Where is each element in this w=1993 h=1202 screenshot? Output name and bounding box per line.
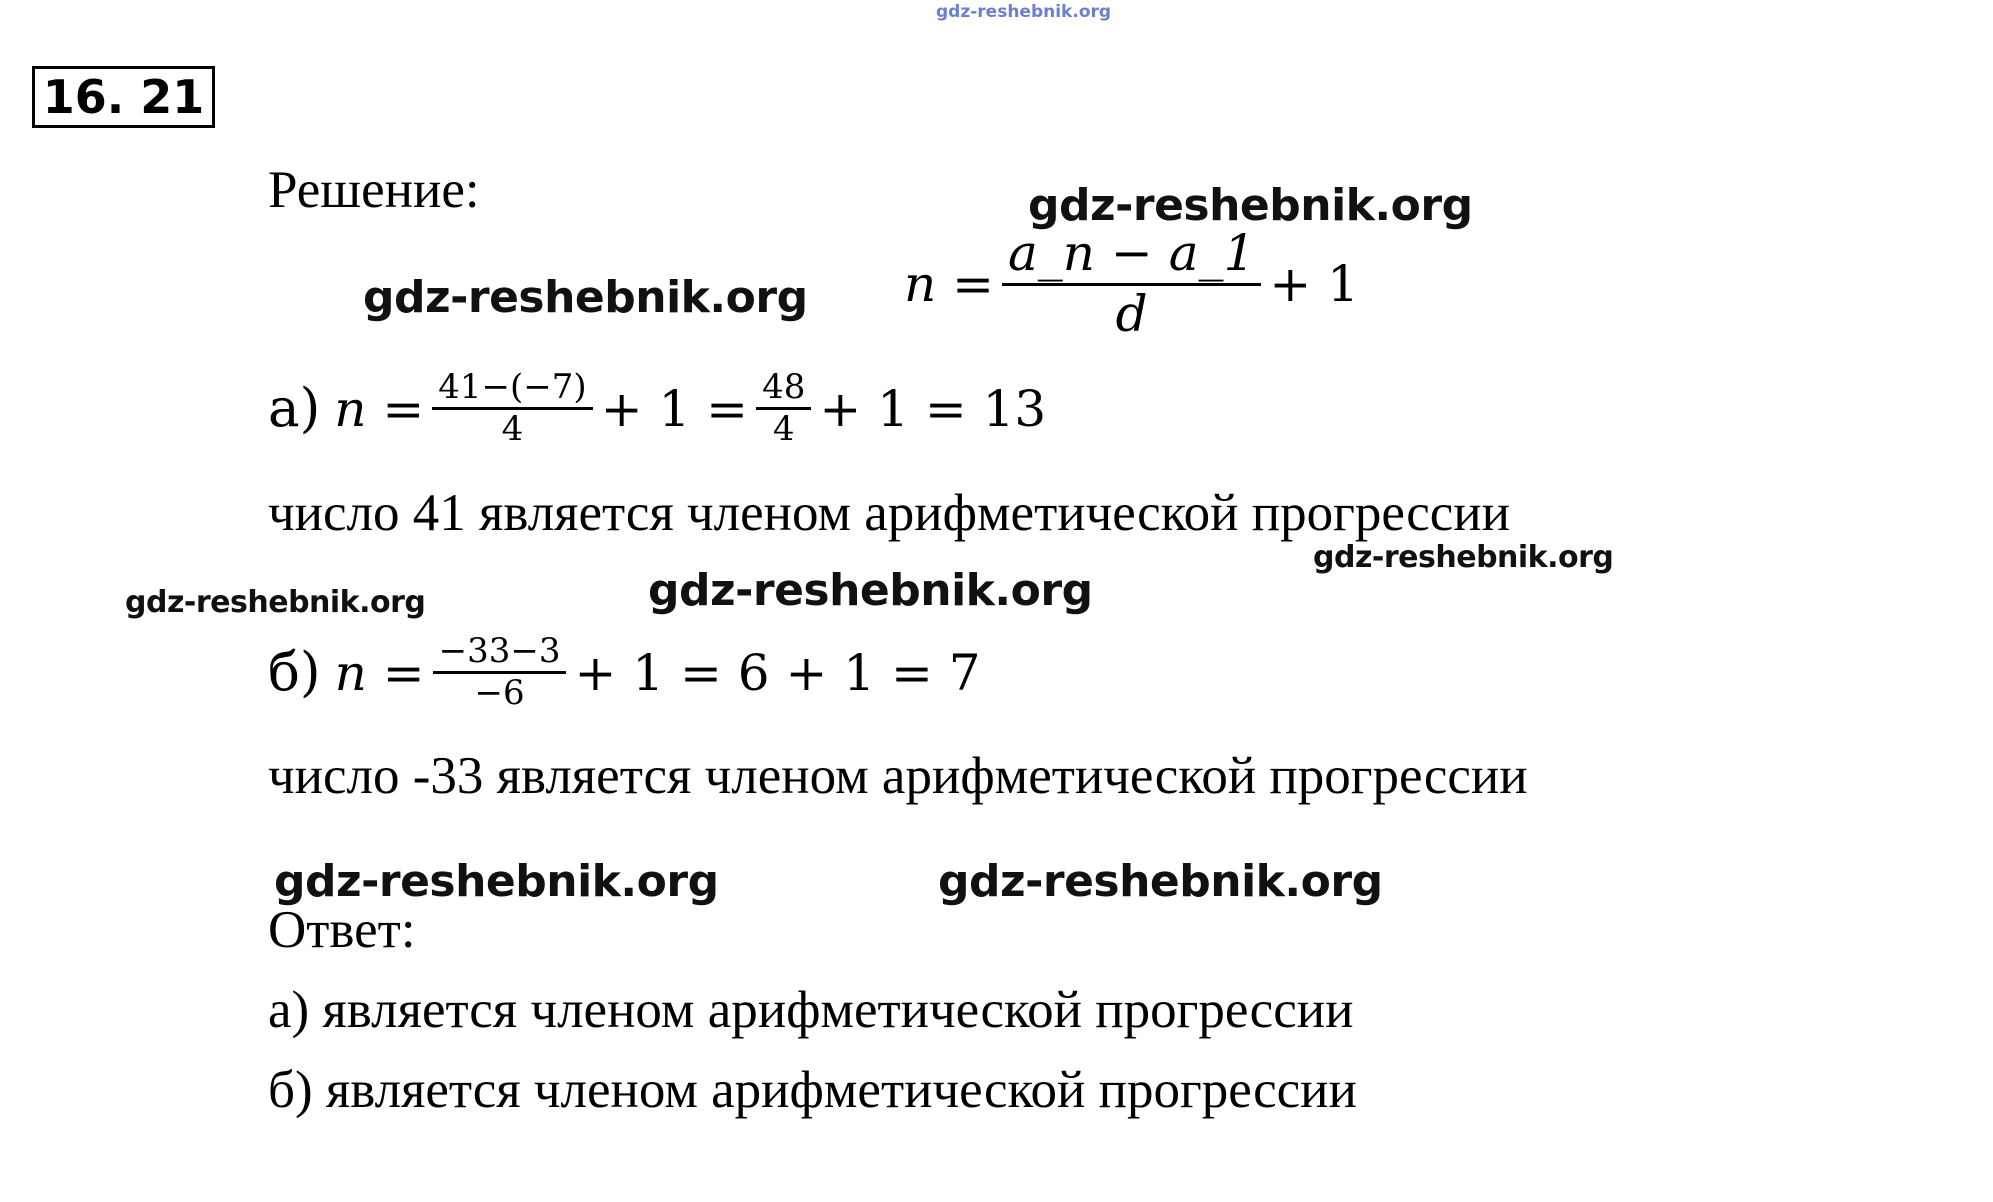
general-formula bbox=[904, 225, 1359, 343]
part-b-frac-den: −6 bbox=[474, 673, 525, 714]
part-a-frac2-num: 48 bbox=[756, 368, 811, 410]
part-b-prefix: б) bbox=[268, 642, 321, 704]
part-b-frac-num: −33−3 bbox=[433, 632, 567, 674]
part-b-equation bbox=[268, 632, 981, 713]
part-a-rhs: + 1 = 13 bbox=[819, 379, 1047, 438]
watermark: gdz-reshebnik.org bbox=[125, 585, 426, 620]
formula-fraction bbox=[1002, 225, 1261, 343]
part-a-frac1-den: 4 bbox=[501, 409, 524, 450]
part-b-rhs: + 1 = 6 + 1 = 7 bbox=[574, 643, 981, 702]
part-a-fraction-2 bbox=[756, 368, 811, 449]
answer-a: а) является членом арифметической прогрессии bbox=[268, 981, 1354, 1039]
part-a-mid: + 1 = bbox=[600, 379, 749, 438]
part-a-fraction-1 bbox=[432, 368, 592, 449]
part-a-frac1-num: 41−(−7) bbox=[432, 368, 592, 410]
watermark: gdz-reshebnik.org bbox=[1028, 180, 1473, 231]
answer-b: б) является членом арифметической прогрессии bbox=[268, 1061, 1357, 1119]
answer-label: Ответ: bbox=[268, 901, 416, 959]
part-a-conclusion: число 41 является членом арифметической прогрессии bbox=[268, 484, 1511, 542]
solution-label: Решение: bbox=[268, 161, 480, 219]
watermark: gdz-reshebnik.org bbox=[648, 565, 1093, 616]
watermark: gdz-reshebnik.org bbox=[938, 856, 1383, 907]
part-b-fraction bbox=[433, 632, 567, 713]
part-a-frac2-den: 4 bbox=[772, 409, 795, 450]
part-b-conclusion: число -33 является членом арифметической прогрессии bbox=[268, 747, 1528, 805]
watermark: gdz-reshebnik.org bbox=[1313, 540, 1614, 575]
formula-denominator: d bbox=[1115, 284, 1148, 343]
formula-rhs: + 1 bbox=[1269, 255, 1359, 313]
formula-numerator: a_n − a_1 bbox=[1002, 225, 1261, 286]
watermark: gdz-reshebnik.org bbox=[363, 272, 808, 323]
part-b-lhs: n = bbox=[334, 643, 425, 702]
problem-number: 16. 21 bbox=[32, 66, 215, 128]
part-a-prefix: а) bbox=[268, 378, 321, 440]
watermark: gdz-reshebnik.org bbox=[274, 856, 719, 907]
part-a-lhs: n = bbox=[334, 379, 425, 438]
formula-lhs: n = bbox=[904, 255, 994, 313]
top-watermark: gdz-reshebnik.org bbox=[936, 2, 1112, 22]
part-a-equation bbox=[268, 368, 1046, 449]
